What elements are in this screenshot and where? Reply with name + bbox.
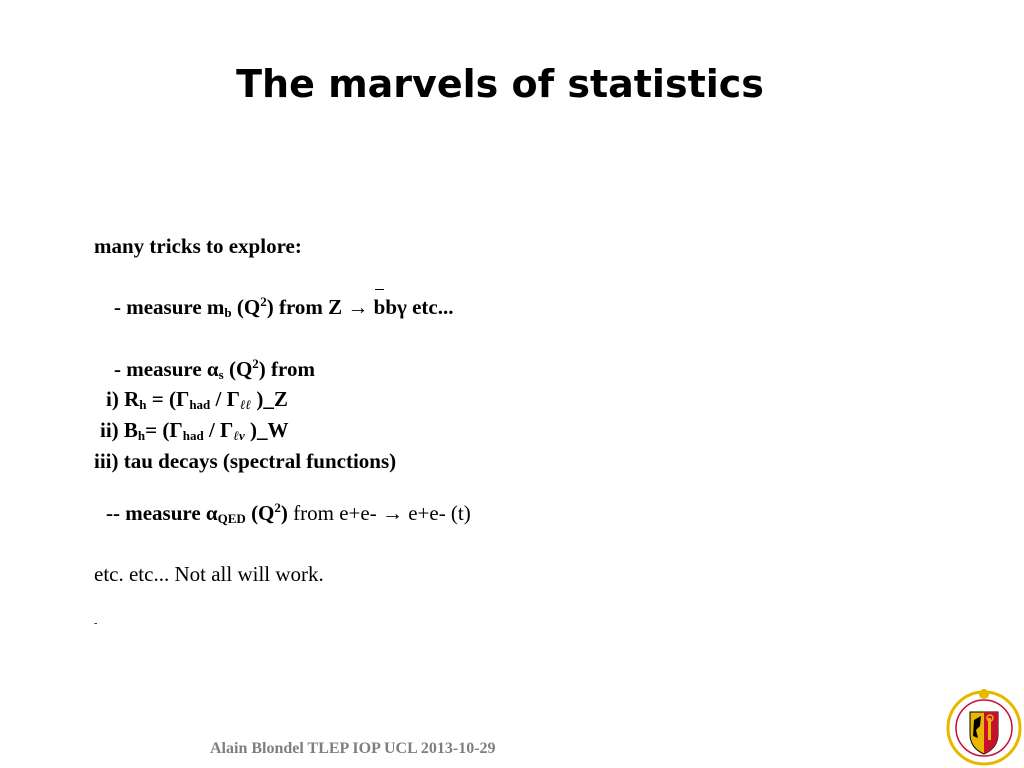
university-seal-icon <box>944 686 1024 766</box>
text: = (Γ <box>145 418 183 442</box>
measure-alpha-qed-line <box>106 500 471 527</box>
text: i) R <box>106 387 140 411</box>
text: (Q <box>231 295 261 319</box>
text: / Γ <box>203 418 234 442</box>
slide-title: The marvels of statistics <box>236 62 764 106</box>
text: )_Z <box>251 387 288 411</box>
text: / Γ <box>210 387 240 411</box>
measure-alpha-s-line <box>114 356 315 383</box>
subscript: b <box>224 305 232 320</box>
arrow-right-icon: → <box>347 295 369 319</box>
text: e+e- (t) <box>402 501 471 525</box>
closing-line: etc. etc... Not all will work. <box>94 562 324 586</box>
subscript: had <box>182 428 204 443</box>
text: ) from <box>258 357 315 381</box>
subscript: s <box>218 367 224 382</box>
text: = (Γ <box>146 387 190 411</box>
text: ) <box>280 501 288 525</box>
footer-text: Alain Blondel TLEP IOP UCL 2013-10-29 <box>210 740 496 757</box>
subscript: QED <box>217 511 246 526</box>
superscript: 2 <box>260 294 267 309</box>
bh-line <box>100 418 288 444</box>
superscript: 2 <box>252 356 259 371</box>
text: - measure m <box>114 295 225 319</box>
subscript: ℓℓ <box>239 397 252 412</box>
text: from e+e- <box>287 501 382 525</box>
stray-dash: - <box>94 618 98 629</box>
measure-mb-line <box>114 294 454 321</box>
tau-decays-line: iii) tau decays (spectral functions) <box>94 449 397 473</box>
subscript: had <box>189 397 211 412</box>
b-bar: b <box>373 295 386 319</box>
text: - measure α <box>114 357 219 381</box>
text: (Q <box>223 357 253 381</box>
text: )_W <box>244 418 289 442</box>
superscript: 2 <box>274 500 281 515</box>
text: ) from Z <box>266 295 348 319</box>
intro-line: many tricks to explore: <box>94 234 302 258</box>
rh-line <box>106 387 288 413</box>
text: bγ etc... <box>385 295 454 319</box>
text: (Q <box>245 501 275 525</box>
text: ii) B <box>100 418 138 442</box>
arrow-right-icon: → <box>381 501 403 525</box>
subscript: h <box>137 428 146 443</box>
text: -- measure α <box>106 501 218 525</box>
subscript: h <box>139 397 147 412</box>
subscript: ℓν <box>233 428 245 443</box>
